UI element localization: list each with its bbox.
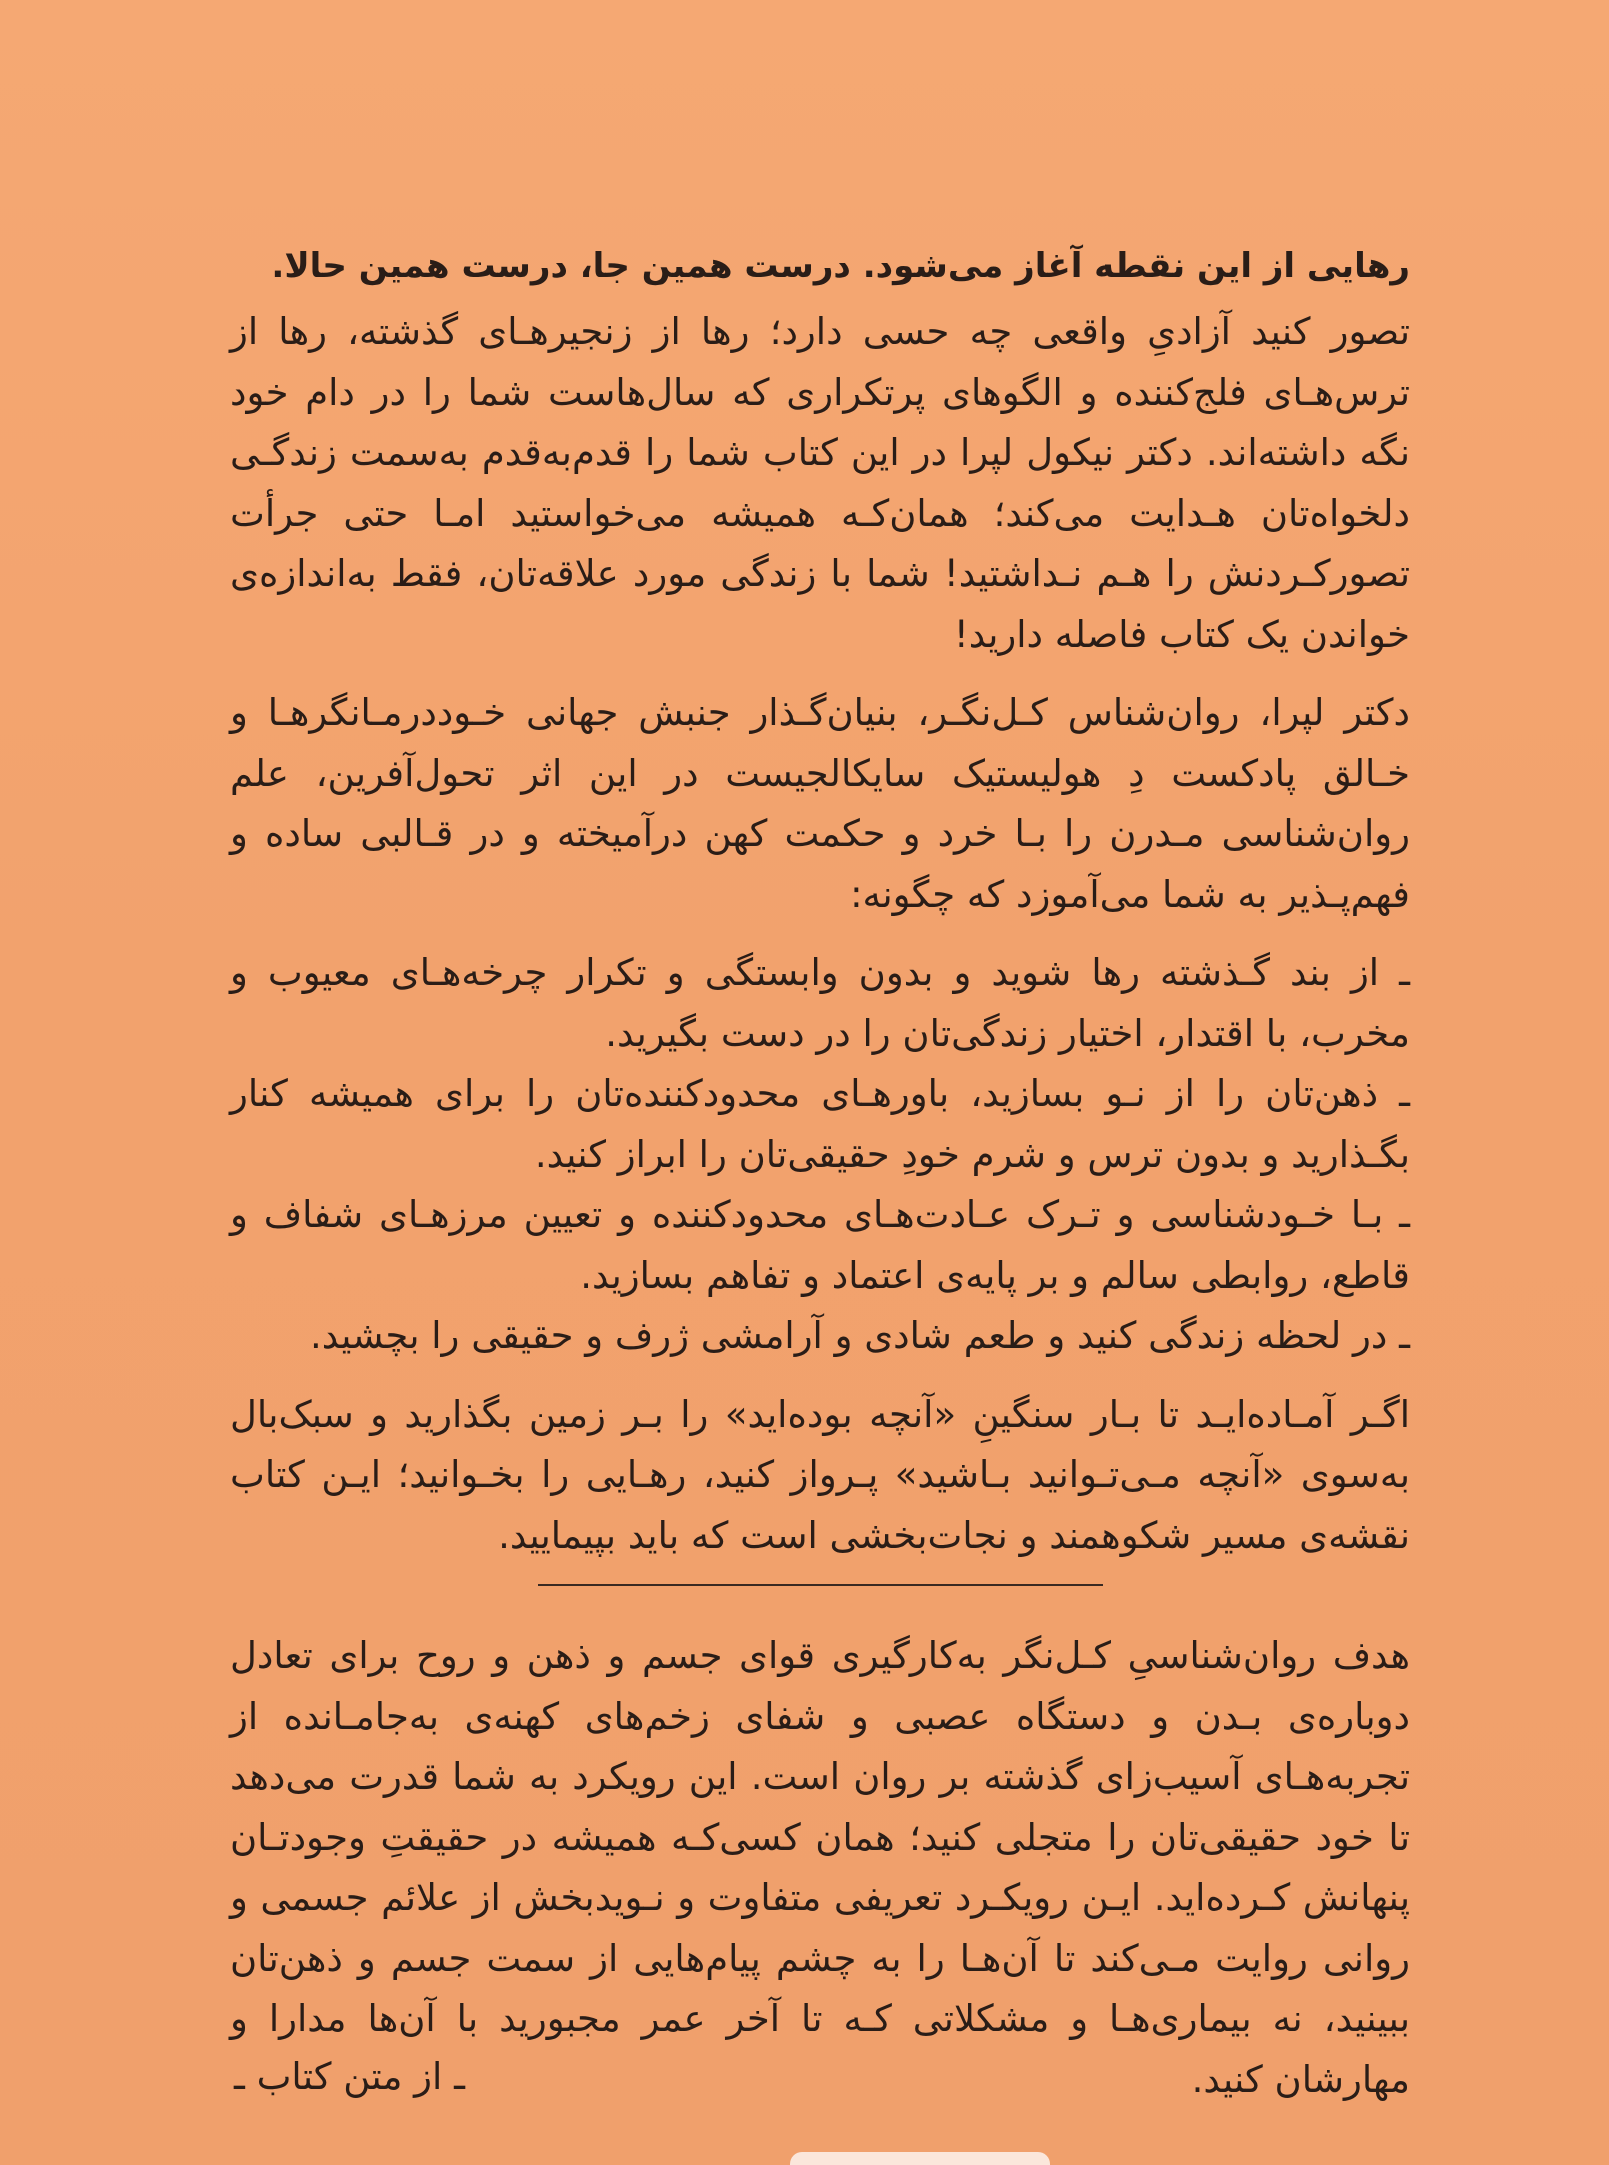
section-divider: [538, 1584, 1103, 1586]
excerpt-paragraph: هدف روان‌شناسیِ کـل‌نگر به‌کارگیری قوای جسم و ذهن و روح برای تعادل دوباره‌ی بـدن و دستگاه عصبی و شفای زخم‌های کهنه‌ی به‌جامـانده از تجربه‌هـای آسیب‌زای گذشته بر روان است. این رویکرد به شما قدرت می‌دهد تا خود حقیقی‌تان را متجلی کنید؛ همان کسی‌کـه همیشه در حقیقتِ وجودتـان پنهانش کـرده‌اید. ایـن رویکـرد تعریفی متفاوت و نـویدبخش از علائم جسمی و روانی روایت مـی‌کند تا آن‌هـا را به چشم پیام‌هایی از سمت جسم و ذهن‌تان ببینید، نه بیماری‌هـا و مشکلاتی کـه تا آخر عمر مجبورید با آن‌ها مدارا و مهارشان کنید.: [230, 1634, 1410, 2101]
list-item: ـ در لحظه زندگی کنید و طعم شادی و آرامشی ژرف و حقیقی را بچشید.: [309, 1314, 1410, 1357]
benefit-list: [230, 943, 1410, 1367]
intro-paragraph: تصور کنید آزادیِ واقعی چه حسی دارد؛ رها از زنجیرهـای گذشته، رها از ترس‌هـای فلج‌کننده و الگوهای پرتکراری که سال‌هاست شما را در دام خود نگه داشته‌اند. دکتر نیکول لپرا در این کتاب شما را قدم‌به‌قدم به‌سمت زندگـی دلخواه‌تان هـدایت می‌کند؛ همان‌کـه همیشه می‌خواستید امـا حتی جرأت تصورکـردنش را هـم نـداشتید! شما با زندگی مورد علاقه‌تان، فقط به‌اندازه‌ی خواندن یک کتاب فاصله دارید!: [230, 310, 1410, 656]
list-item: ـ از بند گـذشته رها شوید و بدون وابستگی و تکرار چرخه‌هـای معیوب و مخرب، با اقتدار، اختیار زندگی‌تان را در دست بگیرید.: [230, 951, 1410, 1055]
cover-text-block: [230, 238, 1410, 2128]
list-item: ـ ذهن‌تان را از نـو بسازید، باورهـای محدودکننده‌تان را برای همیشه کنار بگـذارید و بدون ترس و شرم خودِ حقیقی‌تان را ابراز کنید.: [230, 1072, 1410, 1176]
author-paragraph: دکتر لپرا، روان‌شناس کـل‌نگـر، بنیان‌گـذار جنبش جهانی خـوددرمـانگرهـا و خـالق پادکست دِ هولیستیک سایکالجیست در این اثر تحول‌آفرین، علم روان‌شناسی مـدرن را بـا خرد و حکمت کهن درآمیخته و در قـالبی ساده و فهم‌پـذیر به شما می‌آموزد که چگونه:: [230, 691, 1410, 916]
list-item: ـ بـا خـودشناسی و تـرک عـادت‌هـای محدودکننده و تعیین مرزهـای شفاف و قاطع، روابطی سالم و بر پایه‌ی اعتماد و تفاهم بسازید.: [230, 1193, 1410, 1297]
sticker-edge: [790, 2152, 1050, 2165]
headline: رهایی از این نقطه آغاز می‌شود. درست همین جا، درست همین حالا.: [271, 246, 1410, 286]
invitation-paragraph: اگـر آمـاده‌ایـد تا بـار سنگینِ «آنچه بوده‌اید» را بـر زمین بگذارید و سبک‌بال به‌سوی «آنچه مـی‌تـوانید بـاشید» پـرواز کنید، رهـایی را بخـوانید؛ ایـن کتاب نقشه‌ی مسیر شکوهمند و نجات‌بخشی است که باید بپیمایید.: [230, 1392, 1410, 1557]
source-attribution: ـ از متن کتاب ـ: [234, 2055, 465, 2098]
